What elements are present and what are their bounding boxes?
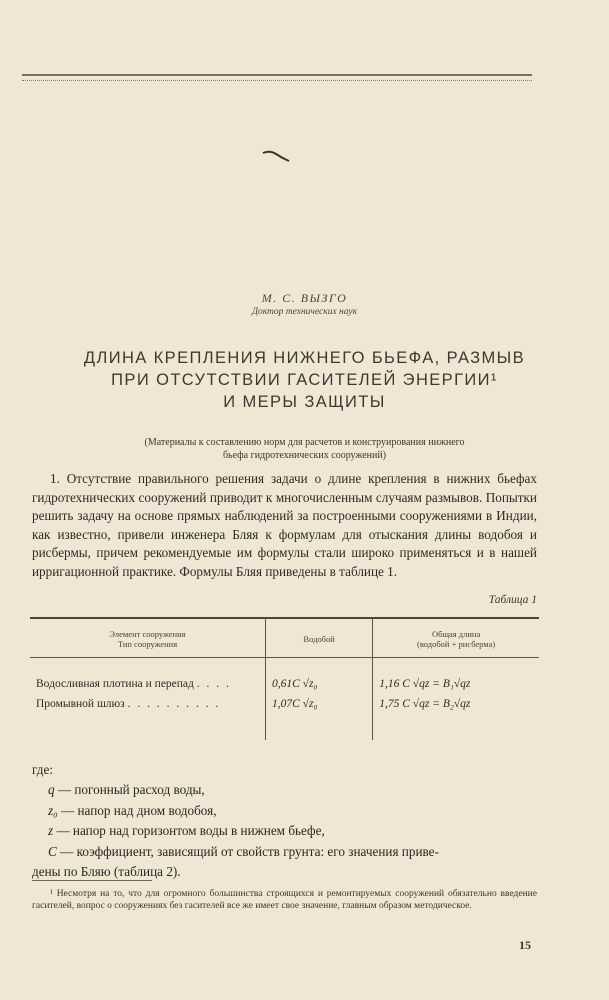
definition-z0-text: — напор над дном водобоя, — [57, 802, 217, 818]
row-apron-formula: 0,61C √z₀ — [265, 658, 372, 695]
title-line-2: ПРИ ОТСУТСТВИИ ГАСИТЕЛЕЙ ЭНЕРГИИ¹ — [111, 371, 498, 389]
definition-q — [32, 780, 537, 801]
definition-c-text: — коэффициент, зависящий от свойств грунта: его значения приве- — [56, 843, 439, 859]
subtitle-line-2: бьефа гидротехнических сооружений) — [222, 450, 387, 461]
article-subtitle — [0, 436, 609, 462]
footnote — [32, 888, 537, 912]
definition-q-text: — погонный расход воды, — [54, 782, 205, 797]
row-name: Промывной шлюз — [36, 698, 125, 710]
table-header-row — [30, 618, 539, 658]
row-name: Водосливная плотина и перепад — [36, 678, 194, 690]
title-line-1: ДЛИНА КРЕПЛЕНИЯ НИЖНЕГО БЬЕФА, РАЗМЫВ — [83, 349, 526, 367]
header-apron: Водобой — [265, 618, 372, 658]
header-total: Общая длина — [431, 629, 481, 639]
row-leader-dots: . . . . . . . . . . — [127, 698, 221, 710]
author-degree: Доктор технических наук — [251, 307, 358, 317]
table-1 — [30, 617, 539, 740]
dash-mark — [262, 150, 290, 162]
definition-z-text: — напор над горизонтом воды в нижнем бьефе, — [53, 823, 325, 838]
definition-z — [32, 821, 537, 842]
header-element-type — [30, 618, 265, 658]
symbol-z: z — [48, 823, 54, 838]
where-label: где: — [32, 762, 53, 777]
header-element: Элемент сооружения — [109, 629, 186, 639]
row-name-cell — [30, 694, 265, 714]
paragraph-1 — [32, 470, 537, 581]
symbol-z0: z₀ — [48, 802, 58, 818]
footnote-text: ¹ Несмотря на то, что для огромного большинства строящихся и ремонтируемых сооружений обязательно введение гасителей, вопрос о сооружениях без гасителей все же имеет свое значение, главным образом методическое. — [32, 889, 537, 911]
definition-z0 — [32, 801, 537, 822]
table-spacer-row — [30, 714, 539, 740]
symbol-c: C — [48, 843, 57, 859]
page-number: 15 — [519, 938, 531, 952]
row-apron-formula: 1,07C √z₀ — [265, 694, 372, 714]
symbol-q: q — [48, 782, 55, 797]
row-total-formula: 1,75 C √qz = B₂√qz — [373, 694, 539, 714]
top-rule — [22, 74, 532, 81]
title-line-3: И МЕРЫ ЗАЩИТЫ — [223, 393, 386, 411]
table-caption: Таблица 1 — [488, 594, 537, 606]
table-row — [30, 658, 539, 695]
paragraph-1-text: 1. Отсутствие правильного решения задачи о длине крепления в нижних бьефах гидротехнических сооружений приводит к многочисленным случаям размывов. Попытки решить задачу на основе прямых наблюдений за построенными сооружениями в Индии, как известно, привели инженера Бляя к формулам для отыскания длины водобоя и рисбермы, причем рекомендуемые им формулы стали широко применяться и в нашей ирригационной практике. Формулы Бляя приведены в таблице 1. — [32, 471, 537, 579]
table-row — [30, 694, 539, 714]
definition-c — [32, 842, 537, 863]
author-name: М. С. ВЫЗГО — [261, 291, 348, 305]
header-total-length — [373, 618, 539, 658]
article-title — [0, 347, 609, 413]
definitions-list — [32, 780, 537, 883]
row-name-cell — [30, 658, 265, 695]
header-total-note: (водобой + рисберма) — [416, 639, 496, 649]
subtitle-line-1: (Материалы к составлению норм для расчетов и конструирования нижнего — [144, 437, 465, 448]
header-type: Тип сооружения — [117, 639, 178, 649]
row-leader-dots: . . . . — [196, 678, 231, 690]
definition-c-continuation: дены по Бляю (таблица 2). — [32, 864, 181, 879]
footnote-rule — [32, 880, 152, 881]
row-total-formula: 1,16 C √qz = B₁√qz — [373, 658, 539, 695]
